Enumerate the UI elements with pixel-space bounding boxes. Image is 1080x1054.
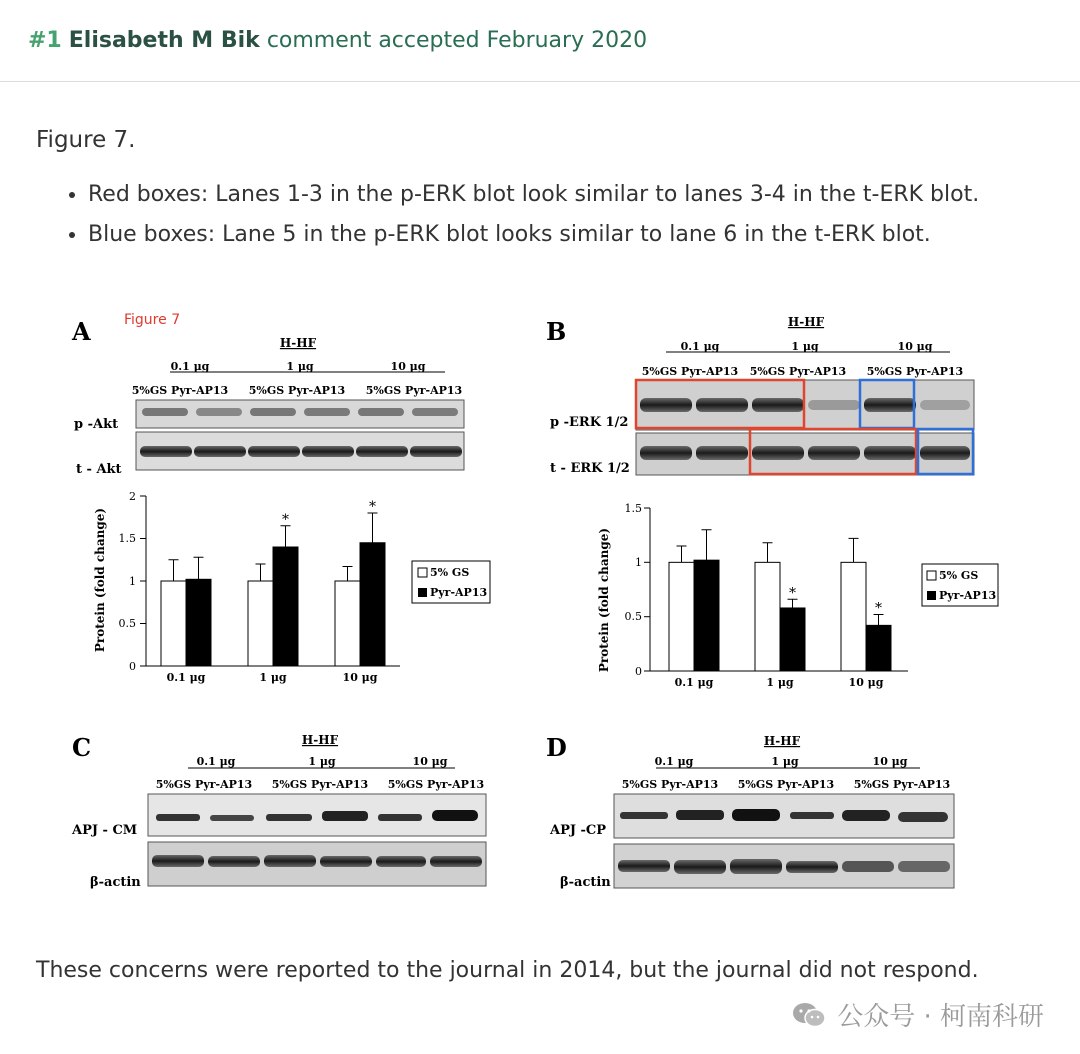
panel-c-dose-1: 0.1 μg [196,755,236,768]
chart-a-yticks [119,490,147,673]
figure-7-image [60,300,1020,920]
chart-a-errorbar-gs-1 [169,560,179,581]
wechat-icon [791,1001,827,1029]
chart-a-errorbar-pyr-3 [368,513,378,543]
chart-a-legend-1: 5% GS [430,566,470,579]
chart-a-errorbar-pyr-2 [281,526,291,547]
panel-d-group-2: 5%GS Pyr-AP13 [737,778,835,791]
chart-a-significance-3: * [369,499,376,515]
chart-b-ytick-1: 1 [635,556,642,569]
chart-a-ytick-2: 2 [129,490,136,503]
chart-a [93,490,490,684]
chart-b-errorbar-gs-3 [849,538,859,562]
chart-a-bar-gs-2 [248,581,273,666]
watermark [791,996,1044,1033]
chart-a-ytick-1-5: 1.5 [118,532,136,545]
panel-a-hhf: H-HF [279,336,317,350]
chart-a-xtick-3: 10 μg [342,671,378,684]
panel-c-letter: C [72,733,92,762]
chart-b-bar-pyr-3 [866,625,891,671]
chart-a-xtick-2: 1 μg [259,671,287,684]
panel-d-dose-3: 10 μg [872,755,908,768]
chart-a-errorbar-gs-3 [343,567,353,581]
panel-d-group-1: 5%GS Pyr-AP13 [621,778,719,791]
panel-b-group-2: 5%GS Pyr-AP13 [749,365,847,378]
panel-c-group-1: 5%GS Pyr-AP13 [155,778,253,791]
panel-a-blot-label-1: p -Akt [74,417,119,432]
chart-a-ylabel: Protein (fold change) [93,507,107,653]
chart-b-errorbar-gs-1 [677,546,687,562]
note-red-boxes: • Red boxes: Lanes 1-3 in the p-ERK blot look similar to lanes 3-4 in the t-ERK blot. [88,182,979,208]
chart-a-errorbar-gs-2 [256,564,266,581]
chart-b-errorbar-pyr-1 [702,530,712,560]
panel-c-blot-label-2: β-actin [90,875,141,890]
panel-b-dose-1: 0.1 μg [680,340,720,353]
watermark-text: 公众号 · 柯南科研 [837,1002,1044,1032]
panel-d-blot-label-2: β-actin [560,875,611,890]
chart-b-ytick-0: 0 [635,665,642,678]
panel-a-group-1: 5%GS Pyr-AP13 [131,384,229,397]
panel-b-letter: B [546,317,567,346]
chart-b-bar-gs-1 [669,562,694,671]
panel-c-dose-2: 1 μg [308,755,336,768]
chart-a-errorbar-pyr-1 [194,557,204,579]
panel-d-dose-2: 1 μg [771,755,799,768]
panel-c-dose-3: 10 μg [412,755,448,768]
chart-b-ytick-0-5: 0.5 [624,610,642,623]
panel-c-blot-label-1: APJ - CM [72,823,138,838]
chart-a-legend-2: Pyr-AP13 [430,586,488,599]
chart-b-legend-1: 5% GS [939,569,979,582]
chart-b-ylabel: Protein (fold change) [597,527,611,673]
comment-status: comment accepted February 2020 [266,28,648,53]
chart-b-significance-3: * [875,600,882,617]
chart-a-bar-gs-1 [161,581,186,666]
chart-b-legend-2: Pyr-AP13 [939,589,997,602]
chart-a-ytick-1: 1 [129,575,136,588]
panel-a-blot-label-2: t - Akt [76,462,122,477]
chart-b-bar-gs-2 [755,562,780,671]
chart-b-errorbar-gs-2 [763,543,773,563]
note-blue-boxes: • Blue boxes: Lane 5 in the p-ERK blot looks similar to lane 6 in the t-ERK blot. [88,222,979,248]
panel-b-blot-label-1: p -ERK 1/2 [550,415,629,430]
chart-a-bar-pyr-3 [360,543,385,666]
chart-b [597,502,998,689]
panel-a-group-3: 5%GS Pyr-AP13 [365,384,463,397]
panel-d-blot-label-1: APJ -CP [550,823,607,838]
panel-b-group-1: 5%GS Pyr-AP13 [641,365,739,378]
comment-header [0,0,1080,82]
chart-b-xtick-2: 1 μg [766,676,794,689]
panel-b-dose-2: 1 μg [791,340,819,353]
panel-d-hhf: H-HF [763,734,801,748]
chart-b-significance-2: * [789,585,796,602]
chart-b-yticks [625,502,651,678]
panel-d-letter: D [546,733,567,762]
panel-c-hhf: H-HF [301,733,339,747]
chart-a-ytick-0: 0 [129,660,136,673]
panel-d-group-3: 5%GS Pyr-AP13 [853,778,951,791]
panel-b-group-3: 5%GS Pyr-AP13 [866,365,964,378]
panel-a-dose-2: 1 μg [286,360,314,373]
comment-number[interactable]: #1 [28,28,62,53]
notes-list [62,182,979,262]
comment-author[interactable]: Elisabeth M Bik [68,28,260,53]
panel-b-dose-3: 10 μg [897,340,933,353]
chart-a-bar-gs-3 [335,581,360,666]
chart-a-significance-2: * [282,511,289,528]
comment-heading [28,28,647,53]
panel-b-blot-label-2: t - ERK 1/2 [550,461,630,476]
panel-a-dose-1: 0.1 μg [170,360,210,373]
footer-note: These concerns were reported to the journal in 2014, but the journal did not respond. [36,958,979,983]
chart-b-bar-pyr-2 [780,608,805,671]
figure-tag: Figure 7 [124,312,181,328]
chart-a-xtick-1: 0.1 μg [166,671,206,684]
figure-heading: Figure 7. [36,127,136,153]
panel-b-hhf: H-HF [787,315,825,329]
chart-b-bar-pyr-1 [694,560,719,671]
chart-b-xtick-1: 0.1 μg [674,676,714,689]
panel-d-dose-1: 0.1 μg [654,755,694,768]
chart-a-bar-pyr-1 [186,579,211,666]
panel-a-group-2: 5%GS Pyr-AP13 [248,384,346,397]
chart-b-ytick-1-5: 1.5 [624,502,642,515]
chart-a-bar-pyr-2 [273,547,298,666]
panel-c-group-3: 5%GS Pyr-AP13 [387,778,485,791]
panel-a-letter: A [72,317,91,346]
panel-a-dose-3: 10 μg [390,360,426,373]
chart-b-bar-gs-3 [841,562,866,671]
chart-b-xtick-3: 10 μg [848,676,884,689]
chart-a-ytick-0-5: 0.5 [118,617,136,630]
panel-c-group-2: 5%GS Pyr-AP13 [271,778,369,791]
